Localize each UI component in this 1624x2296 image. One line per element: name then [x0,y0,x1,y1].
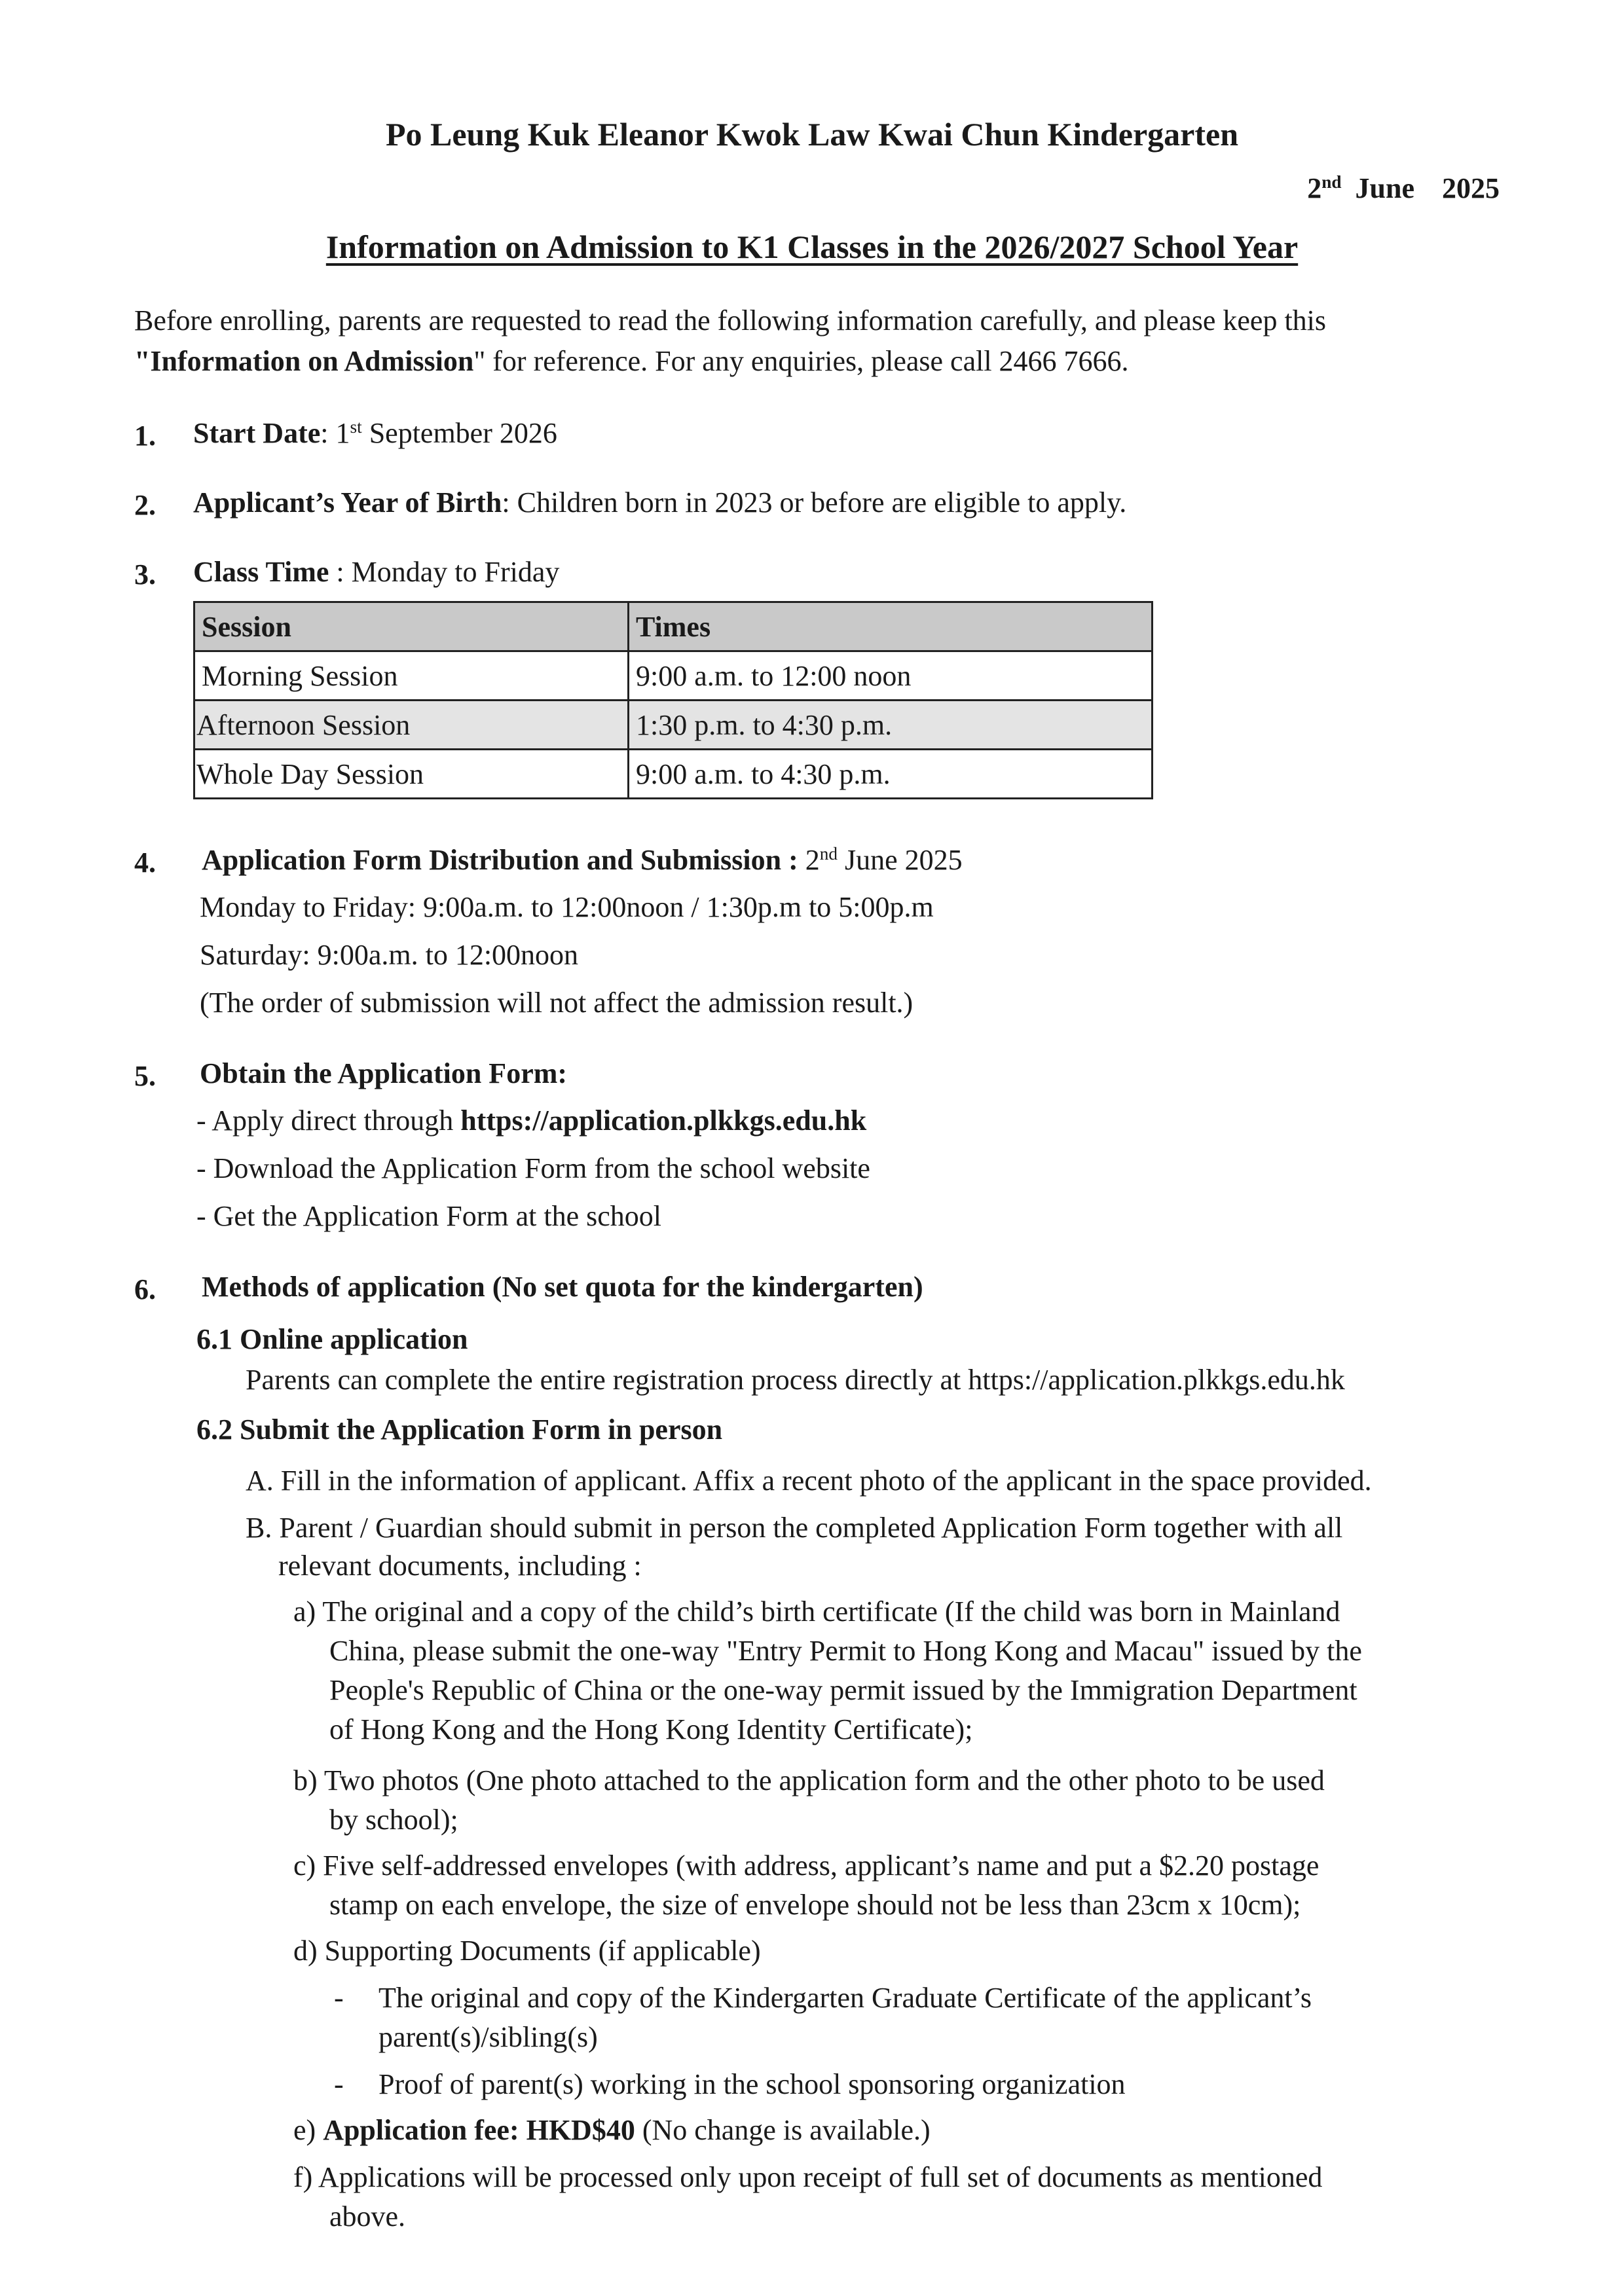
online-application-heading: 6.1 Online application [196,1323,468,1355]
table-row [194,651,1153,701]
date-day: 2 [1307,172,1322,204]
class-time-value: : Monday to Friday [329,556,560,588]
item-number-5: 5. [134,1060,156,1092]
document-subtitle [0,228,1624,266]
item-distribution [202,846,963,875]
start-date-day: 1 [335,417,350,449]
intro-line-1: Before enrolling, parents are requested to read the following information carefully, and please keep this [134,304,1327,337]
doc-b-line2: by school); [329,1804,458,1836]
start-date-label: Start Date [193,417,321,449]
doc-c-line2: stamp on each envelope, the size of envelope should not be less than 23cm x 10cm); [329,1889,1301,1921]
start-date-rest: September 2026 [361,417,557,449]
doc-f-line2: above. [329,2200,406,2232]
doc-c-line1: c) Five self-addressed envelopes (with address, applicant’s name and put a $2.20 postage [293,1850,1320,1882]
doc-d-bullet-2-line1: Proof of parent(s) working in the school sponsoring organization [378,2068,1126,2100]
item-number-4: 4. [134,847,156,879]
in-person-heading: 6.2 Submit the Application Form in person [196,1413,723,1446]
table-cell-session: Whole Day Session [194,750,629,799]
doc-e-fee [293,2116,931,2145]
doc-a-line4: of Hong Kong and the Hong Kong Identity Certificate); [329,1713,973,1745]
distribution-day: 2 [798,844,820,876]
table-header-session: Session [194,602,629,651]
doc-f-line1: f) Applications will be processed only upon receipt of full set of documents as mentioned [293,2161,1323,2193]
doc-e-note: (No change is available.) [635,2114,931,2146]
doc-a-line1: a) The original and a copy of the child’s birth certificate (If the child was born in Mainland [293,1595,1340,1628]
doc-e-prefix: e) [293,2114,323,2146]
obtain-form-label [200,1059,567,1088]
table-header-row [194,602,1153,651]
item-class-time [193,558,559,587]
distribution-weekday-hours: Monday to Friday: 9:00a.m. to 12:00noon / 1:30p.m to 5:00p.m [200,891,934,923]
online-application-text: Parents can complete the entire registration process directly at https://application.plkkgs.edu.hk [246,1364,1345,1396]
in-person-step-b-line1: B. Parent / Guardian should submit in person the completed Application Form together with all [246,1512,1343,1544]
intro-line-2 [134,347,1129,376]
document-date [1307,172,1500,205]
obtain-form-option-school: - Get the Application Form at the school [196,1200,661,1232]
obtain-form-option-online [196,1106,866,1135]
table-cell-session: Afternoon Session [194,701,629,750]
table-header-times: Times [629,602,1153,651]
intro-bold-term: "Information on Admission [134,345,474,377]
item-number-1: 1. [134,420,156,452]
table-cell-session: Morning Session [194,651,629,701]
class-time-table [193,601,1153,799]
table-cell-times: 9:00 a.m. to 12:00 noon [629,651,1153,701]
distribution-note: (The order of submission will not affect the admission result.) [200,987,913,1019]
doc-d-bullet-1-line1: The original and copy of the Kindergarten Graduate Certificate of the applicant’s [378,1982,1312,2014]
obtain-form-heading: Obtain the Application Form: [200,1057,568,1089]
doc-d-bullet-1-line2: parent(s)/sibling(s) [378,2021,598,2053]
methods-heading [202,1273,923,1302]
doc-a-line2: China, please submit the one-way "Entry Permit to Hong Kong and Macau" issued by the [329,1635,1362,1667]
table-row [194,701,1153,750]
table-row [194,750,1153,799]
in-person-step-a: A. Fill in the information of applicant. Affix a recent photo of the applicant in the space provided. [246,1465,1372,1497]
item-year-of-birth [193,488,1126,517]
table-cell-times: 9:00 a.m. to 4:30 p.m. [629,750,1153,799]
year-of-birth-label: Applicant’s Year of Birth [193,486,502,519]
doc-b-line1: b) Two photos (One photo attached to the application form and the other photo to be used [293,1764,1325,1796]
date-suffix: nd [1321,172,1342,192]
year-of-birth-value: : Children born in 2023 or before are eligible to apply. [502,486,1127,519]
distribution-rest: June 2025 [838,844,963,876]
date-rest: June 2025 [1355,172,1500,204]
doc-d-bullet-dash: - [334,1982,344,2014]
school-name-heading: Po Leung Kuk Eleanor Kwok Law Kwai Chun Kindergarten [385,116,1239,153]
distribution-saturday-hours: Saturday: 9:00a.m. to 12:00noon [200,939,579,971]
in-person-step-b-line2: relevant documents, including : [278,1550,642,1582]
doc-d-heading: d) Supporting Documents (if applicable) [293,1935,761,1967]
distribution-suffix: nd [819,844,838,864]
start-date-suffix: st [350,417,362,437]
distribution-label: Application Form Distribution and Submission : [202,844,798,876]
application-fee: Application fee: HKD$40 [323,2114,635,2146]
item-start-date [193,419,557,448]
obtain-form-option-download: - Download the Application Form from the school website [196,1152,870,1184]
doc-d-bullet-dash: - [334,2068,344,2100]
subtitle-text: Information on Admission to K1 Classes in the 2026/2027 School Year [325,228,1299,265]
obtain-online-prefix: - Apply direct through [196,1104,461,1137]
item-number-3: 3. [134,558,156,591]
start-date-sep: : [320,417,336,449]
class-time-label: Class Time [193,556,329,588]
application-link[interactable]: https://application.plkkgs.edu.hk [460,1104,867,1137]
intro-rest: " for reference. For any enquiries, please call 2466 7666. [473,345,1129,377]
item-number-6: 6. [134,1273,156,1305]
table-cell-times: 1:30 p.m. to 4:30 p.m. [629,701,1153,750]
item-number-2: 2. [134,489,156,521]
doc-a-line3: People's Republic of China or the one-way permit issued by the Immigration Department [329,1674,1357,1706]
methods-heading-text: Methods of application (No set quota for the kindergarten) [202,1271,923,1303]
